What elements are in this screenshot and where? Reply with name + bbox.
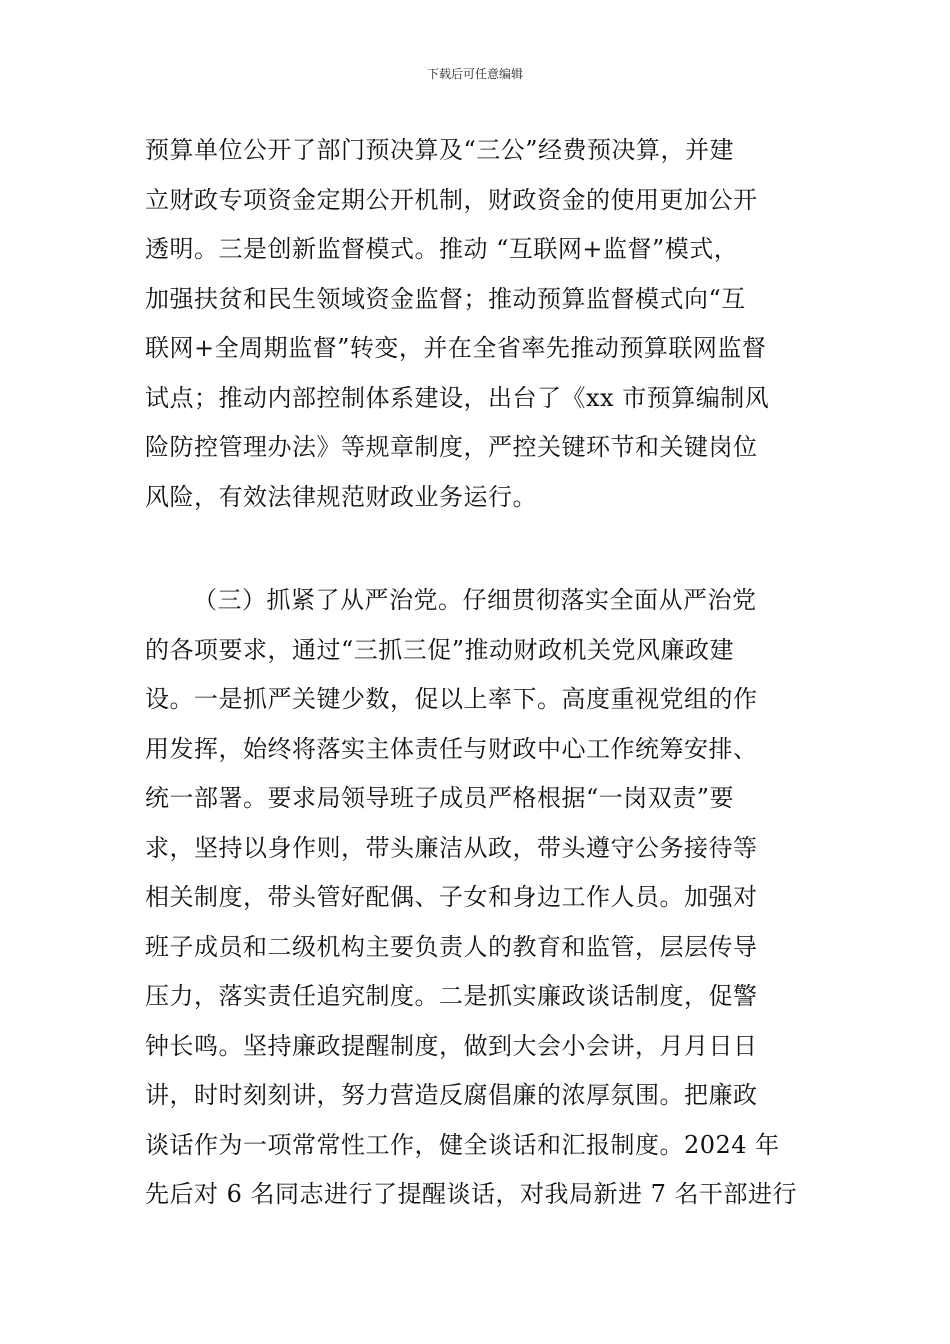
text-line: 预算单位公开了部门预决算及“三公”经费预决算，并建 — [145, 136, 735, 164]
text-line: 求，坚持以身作则，带头廉洁从政，带头遵守公务接待等 — [145, 833, 758, 862]
text-line: 讲，时时刻刻讲，努力营造反腐倡廉的浓厚氛围。把廉政 — [145, 1081, 758, 1109]
text-line: 的各项要求，通过“三抓三促”推动财政机关党风廉政建 — [145, 635, 735, 664]
text-line-indented: （三）抓紧了从严治党。仔细贯彻落实全面从严治党 — [193, 586, 757, 614]
text-line: 钟长鸣。坚持廉政提醒制度，做到大会小会讲，月月日日 — [145, 1031, 758, 1060]
text-line: 联网+全周期监督”转变，并在全省率先推动预算联网监督 — [145, 334, 767, 362]
text-line: 险防控管理办法》等规章制度，严控关键环节和关键岗位 — [145, 433, 758, 461]
text-line: 用发挥，始终将落实主体责任与财政中心工作统筹安排、 — [145, 734, 758, 763]
text-line: 统一部署。要求局领导班子成员严格根据“一岗双责”要 — [145, 784, 735, 812]
text-line: 试点；推动内部控制体系建设，出台了《xx 市预算编制风 — [145, 383, 770, 412]
text-line: 透明。三是创新监督模式。推动 “互联网+监督”模式， — [145, 235, 739, 263]
paragraph-2 — [145, 576, 807, 1220]
page-header: 下载后可任意编辑 — [426, 67, 523, 81]
text-line: 风险，有效法律规范财政业务运行。 — [145, 482, 537, 511]
text-line: 先后对 6 名同志进行了提醒谈话，对我局新进 7 名干部进行 — [145, 1180, 798, 1208]
text-line: 压力，落实责任追究制度。二是抓实廉政谈话制度，促警 — [145, 982, 758, 1010]
text-line: 谈话作为一项常常性工作，健全谈话和汇报制度。2024 年 — [145, 1130, 780, 1159]
text-line: 立财政专项资金定期公开机制，财政资金的使用更加公开 — [145, 185, 758, 214]
text-line: 设。一是抓严关键少数，促以上率下。高度重视党组的作 — [145, 685, 758, 713]
text-line: 加强扶贫和民生领域资金监督；推动预算监督模式向“互 — [145, 284, 746, 313]
text-line: 相关制度，带头管好配偶、子女和身边工作人员。加强对 — [145, 883, 758, 911]
text-line: 班子成员和二级机构主要负责人的教育和监管，层层传导 — [145, 932, 758, 961]
paragraph-1 — [145, 126, 807, 522]
